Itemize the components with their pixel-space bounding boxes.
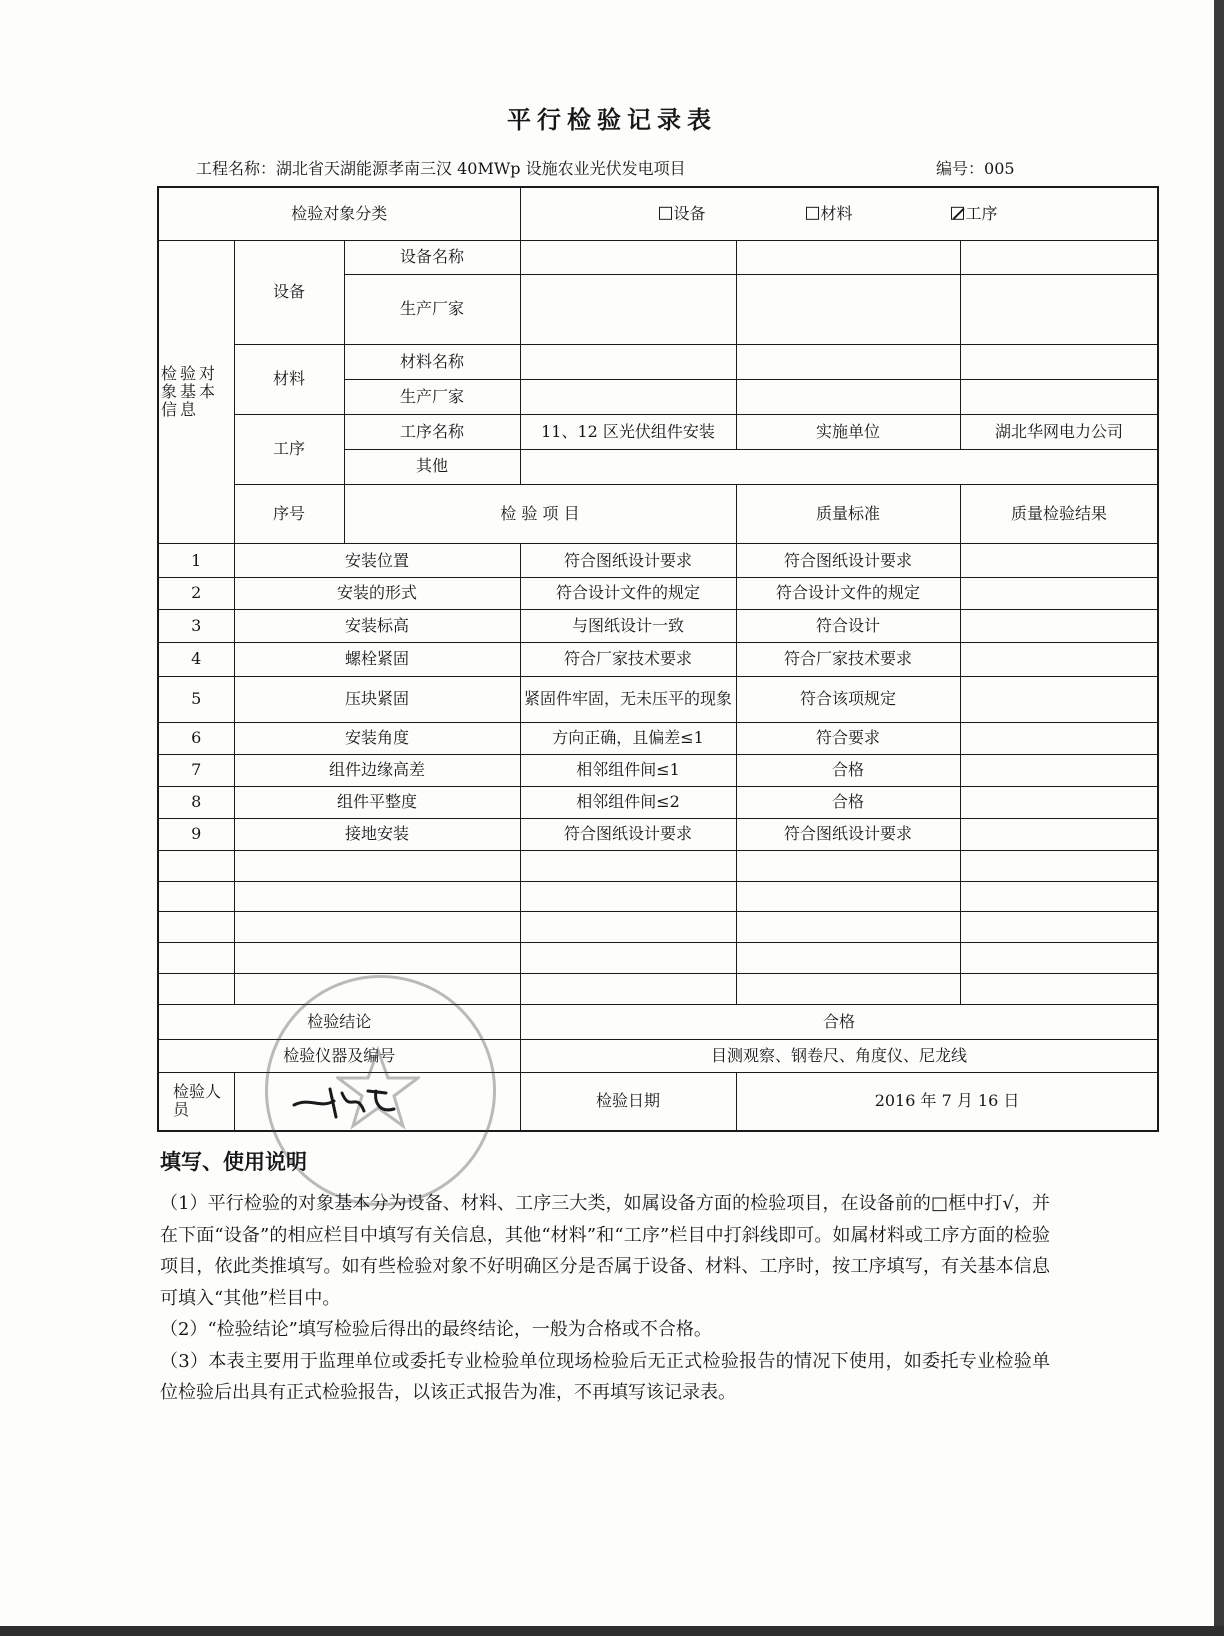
equipment-maker-2[interactable] — [736, 274, 960, 344]
material-name-1[interactable] — [520, 344, 736, 379]
row-standard: 符合厂家技术要求 — [520, 642, 736, 676]
equipment-name-2[interactable] — [736, 240, 960, 274]
row-no: 7 — [158, 755, 234, 787]
row-standard: 符合图纸设计要求 — [520, 544, 736, 578]
material-maker-2[interactable] — [736, 379, 960, 414]
material-maker-label: 生产厂家 — [344, 379, 520, 414]
number-label: 编号： — [936, 159, 985, 178]
inspection-table — [157, 186, 1159, 1132]
equipment-label: 设备 — [234, 240, 344, 344]
table-row — [158, 786, 1158, 818]
row-remark[interactable] — [960, 578, 1158, 610]
conclusion-row — [158, 1004, 1158, 1039]
row-remark[interactable] — [960, 786, 1158, 818]
instructions — [160, 1188, 1050, 1409]
row-remark[interactable] — [960, 610, 1158, 643]
basic-info-label: 检验对象基本信息 — [158, 240, 234, 543]
material-name-label: 材料名称 — [344, 344, 520, 379]
conclusion-label: 检验结论 — [158, 1004, 520, 1039]
row-result: 符合设计文件的规定 — [736, 578, 960, 610]
category-options — [521, 188, 1158, 240]
material-maker-1[interactable] — [520, 379, 736, 414]
table-row — [158, 642, 1158, 676]
equipment-name-1[interactable] — [520, 240, 736, 274]
row-standard: 相邻组件间≤2 — [520, 786, 736, 818]
row-remark[interactable] — [960, 676, 1158, 722]
table-row — [158, 610, 1158, 643]
row-result: 符合要求 — [736, 723, 960, 755]
implementing-unit-label: 实施单位 — [736, 414, 960, 449]
conclusion-value: 合格 — [520, 1004, 1158, 1039]
row-standard: 相邻组件间≤1 — [520, 755, 736, 787]
row-item: 安装位置 — [234, 544, 520, 578]
other-label: 其他 — [344, 449, 520, 484]
row-result: 符合图纸设计要求 — [736, 818, 960, 850]
row-result: 符合该项规定 — [736, 676, 960, 722]
process-label: 工序 — [234, 414, 344, 484]
empty-row — [158, 881, 1158, 912]
row-result: 合格 — [736, 786, 960, 818]
checkbox-icon[interactable] — [659, 207, 672, 220]
row-no: 9 — [158, 818, 234, 850]
row-result: 符合图纸设计要求 — [736, 544, 960, 578]
row-remark[interactable] — [960, 642, 1158, 676]
implementing-unit-value: 湖北华网电力公司 — [960, 414, 1158, 449]
col-header-no: 序号 — [234, 484, 344, 544]
equipment-maker-3[interactable] — [960, 274, 1158, 344]
row-no: 8 — [158, 786, 234, 818]
row-item: 安装标高 — [234, 610, 520, 643]
row-no: 3 — [158, 610, 234, 643]
col-header-result: 质量检验结果 — [960, 484, 1158, 544]
empty-row — [158, 850, 1158, 881]
equipment-maker-1[interactable] — [520, 274, 736, 344]
inspector-row — [158, 1072, 1158, 1131]
row-standard: 符合图纸设计要求 — [520, 818, 736, 850]
table-row — [158, 578, 1158, 610]
instruction-paragraph: （3）本表主要用于监理单位或委托专业检验单位现场检验后无正式检验报告的情况下使用，如委托专业检验单位检验后出具有正式检验报告，以该正式报告为准，不再填写该记录表。 — [160, 1350, 1050, 1403]
empty-row — [158, 974, 1158, 1005]
table-row — [158, 723, 1158, 755]
row-standard: 与图纸设计一致 — [520, 610, 736, 643]
row-item: 压块紧固 — [234, 676, 520, 722]
process-name-value: 11、12 区光伏组件安装 — [520, 414, 736, 449]
number-value: 005 — [984, 159, 1015, 178]
number-line — [936, 156, 1015, 179]
row-remark[interactable] — [960, 544, 1158, 578]
project-label: 工程名称： — [196, 159, 277, 178]
material-name-2[interactable] — [736, 344, 960, 379]
equipment-name-label: 设备名称 — [344, 240, 520, 274]
row-no: 4 — [158, 642, 234, 676]
items-header-row — [158, 484, 1158, 544]
row-no: 1 — [158, 544, 234, 578]
row-remark[interactable] — [960, 723, 1158, 755]
row-result: 符合厂家技术要求 — [736, 642, 960, 676]
row-standard: 符合设计文件的规定 — [520, 578, 736, 610]
row-item: 组件边缘高差 — [234, 755, 520, 787]
option-material[interactable]: 材料 — [806, 205, 853, 223]
empty-row — [158, 912, 1158, 943]
row-item: 螺栓紧固 — [234, 642, 520, 676]
table-row — [158, 676, 1158, 722]
row-no: 5 — [158, 676, 234, 722]
row-remark[interactable] — [960, 818, 1158, 850]
instruments-row — [158, 1039, 1158, 1072]
table-row — [158, 544, 1158, 578]
equipment-name-3[interactable] — [960, 240, 1158, 274]
other-value[interactable] — [520, 449, 1158, 484]
col-header-item: 检 验 项 目 — [344, 484, 736, 544]
row-item: 安装角度 — [234, 723, 520, 755]
row-standard: 方向正确，且偏差≤1 — [520, 723, 736, 755]
option-process[interactable]: 工序 — [951, 205, 998, 223]
row-no: 2 — [158, 578, 234, 610]
instruments-label: 检验仪器及编号 — [158, 1039, 520, 1072]
category-row — [158, 187, 1158, 240]
category-label: 检验对象分类 — [158, 187, 520, 240]
project-line — [196, 156, 686, 179]
date-label: 检验日期 — [520, 1072, 736, 1131]
material-name-3[interactable] — [960, 344, 1158, 379]
process-name-label: 工序名称 — [344, 414, 520, 449]
row-item: 接地安装 — [234, 818, 520, 850]
option-equipment[interactable]: 设备 — [659, 205, 706, 223]
row-standard: 紧固件牢固，无未压平的现象 — [520, 676, 736, 722]
material-maker-3[interactable] — [960, 379, 1158, 414]
scan-edge-right — [1214, 0, 1224, 1636]
date-value: 2016 年 7 月 16 日 — [736, 1072, 1158, 1131]
equipment-maker-label: 生产厂家 — [344, 274, 520, 344]
instructions-title: 填写、使用说明 — [160, 1150, 307, 1174]
row-item: 安装的形式 — [234, 578, 520, 610]
scan-edge-bottom — [0, 1626, 1224, 1636]
table-row — [158, 755, 1158, 787]
material-label: 材料 — [234, 344, 344, 414]
inspector-label: 检验人员 — [158, 1072, 234, 1131]
instruction-paragraph: （1）平行检验的对象基本分为设备、材料、工序三大类，如属设备方面的检验项目，在设备前的□框中打√，并在下面“设备”的相应栏目中填写有关信息，其他“材料”和“工序”栏目中打斜线即可。如属材料或工序方面的检验项目，依此类推填写。如有些检验对象不好明确区分是否属于设备、材料、工序时，按工序填写，有关基本信息可填入“其他”栏目中。 — [160, 1193, 1050, 1309]
instruction-paragraph: （2）“检验结论”填写检验后得出的最终结论，一般为合格或不合格。 — [160, 1319, 712, 1340]
page-title: 平行检验记录表 — [507, 106, 717, 134]
project-name: 湖北省天湖能源孝南三汉 40MWp 设施农业光伏发电项目 — [276, 159, 686, 178]
row-result: 合格 — [736, 755, 960, 787]
checkbox-icon[interactable] — [806, 207, 819, 220]
checkbox-slashed-icon[interactable] — [951, 207, 964, 220]
row-result: 符合设计 — [736, 610, 960, 643]
empty-row — [158, 943, 1158, 974]
row-no: 6 — [158, 723, 234, 755]
table-row — [158, 818, 1158, 850]
instruments-value: 目测观察、钢卷尺、角度仪、尼龙线 — [520, 1039, 1158, 1072]
col-header-standard: 质量标准 — [736, 484, 960, 544]
row-remark[interactable] — [960, 755, 1158, 787]
inspector-signature-cell[interactable] — [234, 1072, 520, 1131]
row-item: 组件平整度 — [234, 786, 520, 818]
